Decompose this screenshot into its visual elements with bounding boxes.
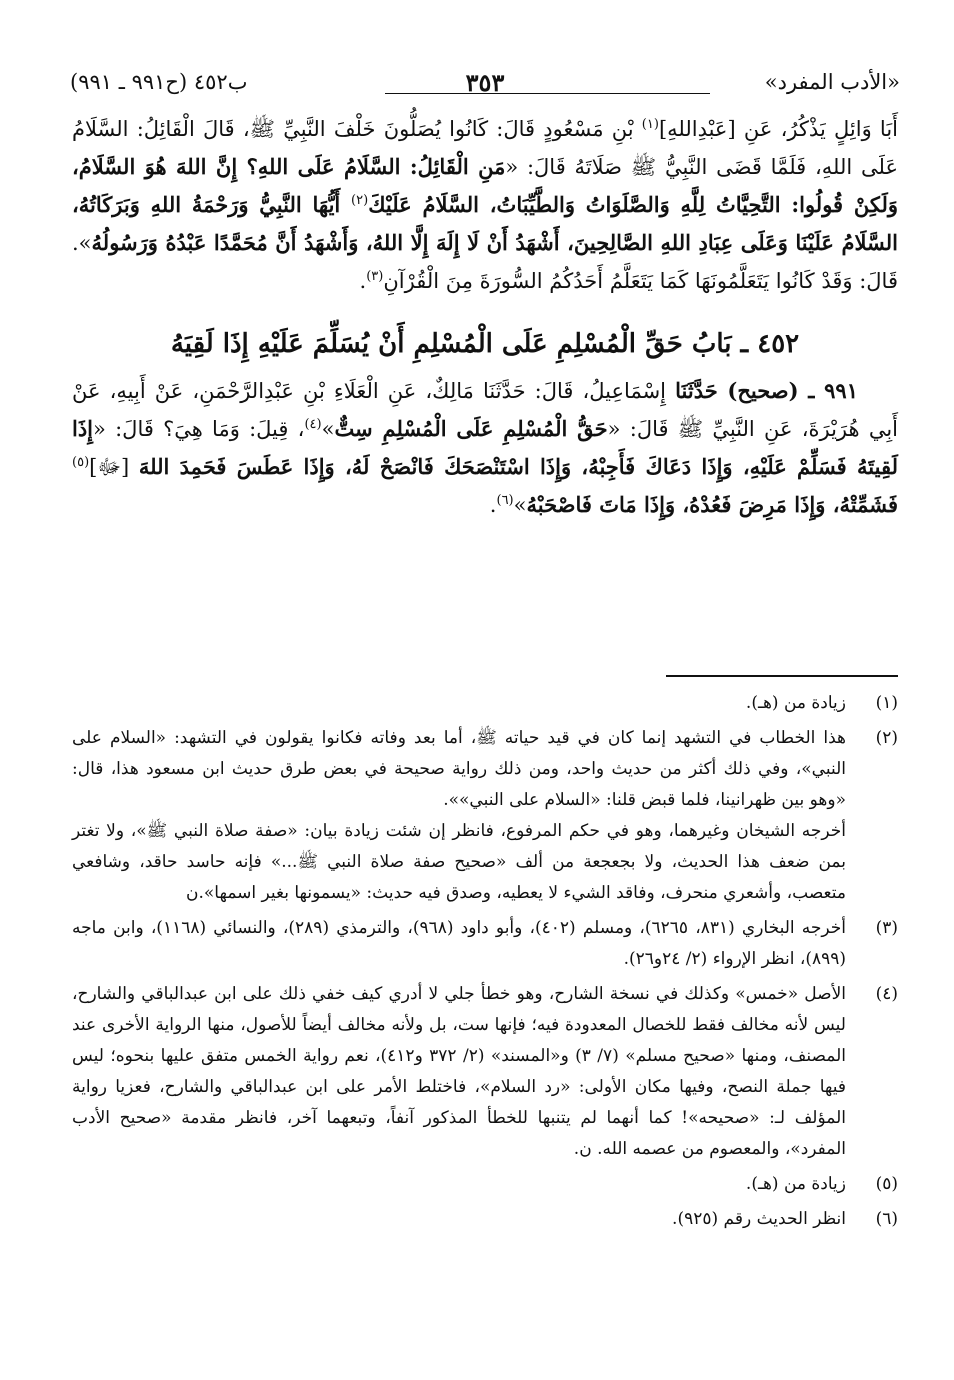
footnote-number: (٣)	[875, 918, 898, 938]
footnote-3	[72, 913, 898, 975]
footnote-number: (٦)	[875, 1209, 898, 1229]
footnote-ref: (٥)	[72, 455, 90, 470]
text-run: »	[321, 417, 335, 441]
hadith-paragraph	[72, 372, 898, 524]
prophetic-text: حَقُّ الْمُسْلِمِ عَلَى الْمُسْلِمِ سِتٌّ	[334, 416, 608, 441]
text-run: بْنِ مَسْعُودٍ قَالَ: كَانُوا يُصَلُّونَ خَلْفَ النَّبِيِّ ﷺ، قَالَ الْقَائِلُ: السَّلَامُ عَلَى اللهِ، فَلَمَّا قَضَى النَّبِيُّ ﷺ صَلَاتَهُ قَالَ: «	[72, 117, 898, 179]
main-text	[72, 110, 898, 524]
prophetic-text: أَيُّهَا النَّبِيُّ وَرَحْمَةُ اللهِ وَبَرَكَاتُهُ، السَّلَامُ عَلَيْنَا وَعَلَى عِبَادِ اللهِ الصَّالِحِينَ، أَشْهَدُ أَنْ لَا إِلَهَ إِلَّا اللهُ، وَأَشْهَدُ أَنَّ مُحَمَّدًا عَبْدُهُ وَرَسُولُهُ	[72, 192, 898, 255]
prophetic-text: مَنِ الْقَائِلُ: السَّلَامُ عَلَى اللهِ؟ إِنَّ اللهَ هُوَ السَّلَامُ، وَلَكِنْ قُولُوا: التَّحِيَّاتُ لِلَّهِ وَالصَّلَوَاتُ وَالطَّيِّبَاتُ، السَّلَامُ عَلَيْكَ	[72, 154, 898, 217]
text-run: »	[513, 493, 527, 517]
text-run: [ﷻ]	[89, 455, 139, 479]
footnote-5	[72, 1169, 898, 1200]
footnote-ref: (١)	[641, 117, 659, 132]
footnote-2	[72, 723, 898, 909]
footnote-ref: (٢)	[351, 193, 369, 208]
footnote-4	[72, 979, 898, 1165]
text-run: ، قِيلَ: وَمَا هِيَ؟ قَالَ: «	[93, 417, 305, 441]
book-title: «الأدب المفرد»	[764, 70, 900, 94]
text-run: ». قَالَ: وَقَدْ كَانُوا يَتَعَلَّمُونَهَا كَمَا يَتَعَلَّمُ أَحَدُكُمُ السُّورَةَ مِنَ الْقُرْآنِ	[72, 231, 898, 293]
footnote-text: زيادة من (هـ).	[745, 1174, 846, 1194]
footnote-text: هذا الخطاب في التشهد إنما كان في قيد حياته ﷺ، أما بعد وفاته فكانوا يقولون في التشهد: «السلام على النبي»، وفي ذلك أكثر من حديث واحد، ومن ذلك رواية صحيحة في بعض طرق حديث ابن مسعود هذا، قال: «وهو بين ظهرانينا، فلما قبض قلنا: «السلام على النبي»».	[72, 728, 846, 810]
header-rule-left	[385, 93, 520, 94]
footnote-number: (٢)	[875, 728, 898, 748]
footnote-ref: (٦)	[496, 493, 514, 508]
footnote-text: زيادة من (هـ).	[745, 693, 846, 713]
footnote-1	[72, 688, 898, 719]
text-run: .	[489, 493, 497, 517]
narration-paragraph	[72, 110, 898, 300]
footnote-text: انظر الحديث رقم (٩٢٥).	[672, 1209, 846, 1229]
footnote-number: (٥)	[875, 1174, 898, 1194]
footnote-text: أخرجه الشيخان وغيرهما، وهو في حكم المرفوع، فانظر إن شئت زيادة بيان: «صفة صلاة النبي ﷺ»، ولا تغتر بمن ضعف هذا الحديث، ولا بجعجعة من ألف «صحيح صفة صلاة النبي ﷺ...» فإنه حاسد حاقد، وشافعي متعصب، وأشعري منحرف، وفاقد الشيء لا يعطيه، وصدق فيه حديث: «يسمونها بغير اسمها».ن	[72, 821, 846, 903]
footnote-separator	[666, 675, 898, 677]
hadith-number: ٩٩١ ـ (صحيح) حَدَّثَنَا	[675, 378, 858, 403]
footnote-ref: (٣)	[366, 269, 384, 284]
prophetic-text: فَشَمِّتْهُ، وَإِذَا مَرِضَ فَعُدْهُ، وَإِذَا مَاتَ فَاصْحَبْهُ	[526, 492, 898, 517]
footnote-text: الأصل «خمس» وكذلك في نسخة الشارح، وهو خطأ جلي لا أدري كيف خفي ذلك على ابن عبدالباقي والشارح، ليس لأنه مخالف فقط للخصال المعدودة فيه؛ فإنها ست، بل ولأنه مخالف أيضاً للأصول، منها الرواية الأخرى عند المصنف، ومنها «صحيح مسلم» (٧/ ٣) و«المسند» (٢/ ٣٧٢ و٤١٢)، نعم رواية الخمس متفق عليها بنحوه؛ ليس فيها جملة النصح، وفيها مكان الأولى: «رد السلام»، فاختلط الأمر على ابن عبدالباقي والشارح، فعزيا رواية المؤلف لـ: «صحيحه»! كما أنهما لم يتنبها للخطأ المذكور آنفاً، وتبعهما آخر، فانظر مقدمة «صحيح الأدب المفرد»، والمعصوم من عصمه الله. ن.	[72, 984, 846, 1159]
chapter-title: ٤٥٢ ـ بَابُ حَقِّ الْمُسْلِمِ عَلَى الْمُسْلِمِ أَنْ يُسَلِّمَ عَلَيْهِ إِذَا لَقِيَهُ	[170, 329, 800, 359]
footnotes	[72, 688, 898, 1239]
footnote-6	[72, 1204, 898, 1235]
page-number: ٣٥٣	[465, 68, 505, 97]
footnote-ref: (٤)	[304, 417, 322, 432]
text-run: .	[359, 269, 367, 293]
prophetic-text: إِذَا لَقِيتَهُ فَسَلِّمْ عَلَيْهِ، وَإِذَا دَعَاكَ فَأَجِبْهُ، وَإِذَا اسْتَنْصَحَكَ فَانْصَحْ لَهُ، وَإِذَا عَطَسَ فَحَمِدَ اللهَ	[72, 416, 898, 479]
page-header	[70, 70, 900, 100]
text-run: أَبَا وَائِلٍ يَذْكُرُ، عَنِ [عَبْدِاللهِ]	[658, 117, 898, 141]
section-reference: ب٤٥٢ (ح٩٩١ ـ ٩٩١)	[70, 70, 248, 94]
footnote-text: أخرجه البخاري (٨٣١، ٦٢٦٥)، ومسلم (٤٠٢)، وأبو داود (٩٦٨)، والترمذي (٢٨٩)، والنسائي (١١٦٨)، وابن ماجه (٨٩٩)، انظر الإرواء (٢/ ٢٤و٢٦).	[72, 918, 847, 969]
text-run: إِسْمَاعِيلُ، قَالَ: حَدَّثَنَا مَالِكٌ، عَنِ الْعَلَاءِ بْنِ عَبْدِالرَّحْمَنِ، عَنْ أَبِيهِ، عَنْ أَبِي هُرَيْرَةَ، عَنِ النَّبِيِّ ﷺ قَالَ: «	[72, 379, 899, 441]
footnote-number: (١)	[875, 693, 898, 713]
footnote-number: (٤)	[875, 984, 898, 1004]
